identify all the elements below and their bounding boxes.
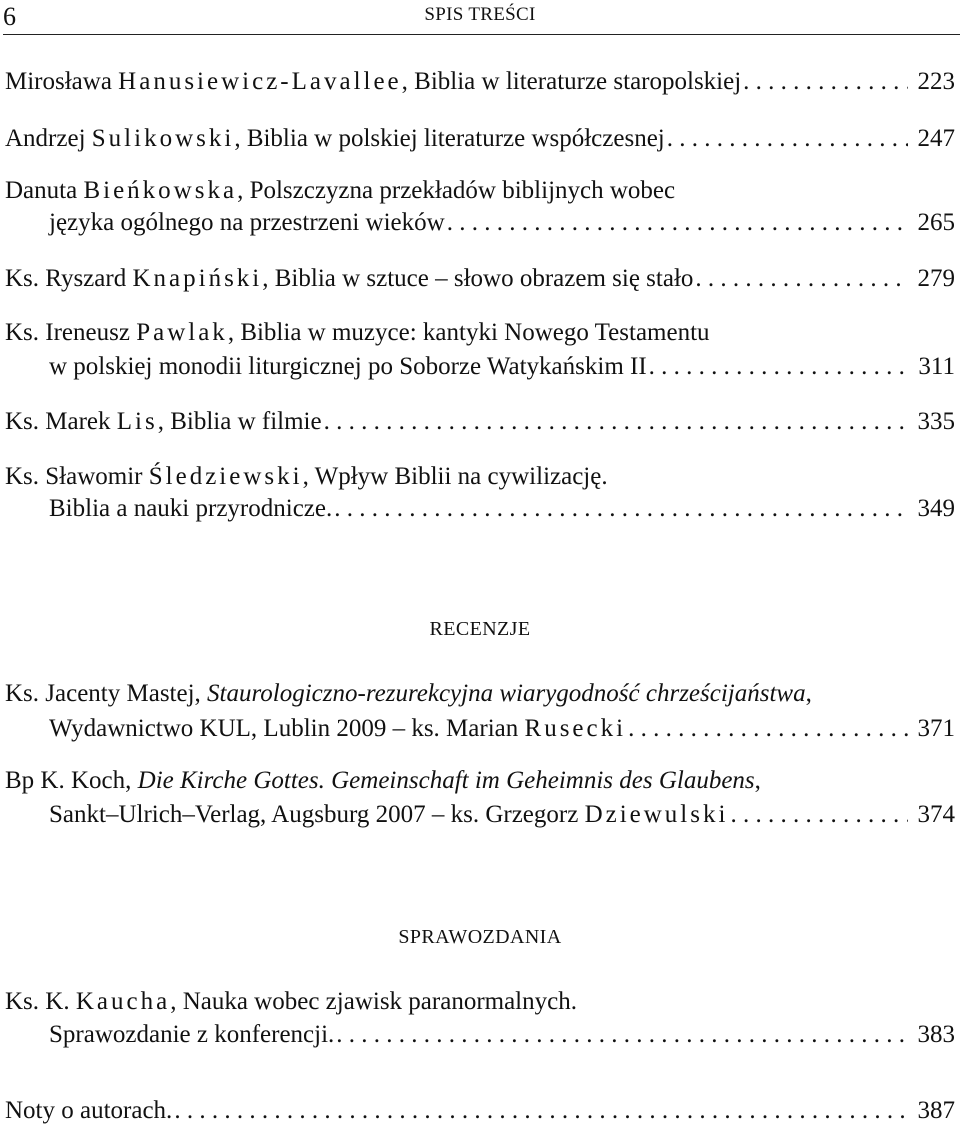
leader-dots (445, 208, 908, 238)
entry-author-surname: Bieńkowska (83, 177, 238, 204)
entry-page: 247 (917, 125, 955, 152)
entry-author-surname: Śledziewski (148, 463, 303, 490)
review-author: Bp K. Koch, (5, 767, 138, 794)
toc-entry-line1[interactable] (5, 176, 955, 206)
leader-dots (647, 352, 909, 382)
review-entry-line1[interactable] (5, 679, 955, 709)
entry-title-continued: języka ogólnego na przestrzeni wieków (49, 209, 445, 236)
toc-entry-notes[interactable] (5, 1096, 955, 1126)
entry-title: , Biblia w polskiej literaturze współczesnej (234, 125, 665, 152)
toc-entry-line2[interactable] (49, 494, 955, 524)
toc-entry[interactable] (5, 407, 955, 437)
toc-entry[interactable] (5, 264, 955, 294)
entry-title: , Wpływ Biblii na cywilizację. (302, 463, 608, 490)
leader-dots (693, 264, 907, 294)
entry-title: , Biblia w sztuce – słowo obrazem się stało (262, 265, 694, 292)
leader-dots (626, 714, 907, 744)
entry-page: 349 (917, 495, 955, 522)
review-book-title: Die Kirche Gottes. Gemeinschaft im Geheimnis des Glaubens (137, 767, 755, 794)
entry-author-first: Ks. Sławomir (5, 463, 149, 490)
toc-entry-line2[interactable] (49, 208, 955, 238)
toc-entry-line1[interactable] (5, 462, 955, 492)
entry-author-first: Andrzej (5, 125, 92, 152)
page-number: 6 (3, 2, 16, 31)
header-rule (3, 34, 960, 35)
entry-page: 374 (917, 801, 955, 828)
reviewer-surname: Dziewulski (584, 801, 729, 828)
entry-page: 279 (917, 265, 955, 292)
running-head: SPIS TREŚCI (424, 4, 536, 25)
leader-dots (332, 494, 907, 524)
review-entry-line2[interactable] (49, 714, 955, 744)
entry-title: , Polszczyzna przekładów biblijnych wobec (237, 177, 676, 204)
toc-entry[interactable] (5, 124, 955, 154)
review-book-title: Staurologiczno-rezurekcyjna wiarygodność chrześcijaństwa (207, 680, 806, 707)
entry-title: , Nauka wobec zjawisk paranormalnych. (170, 988, 577, 1015)
entry-author-first: Ks. Ireneusz (5, 319, 137, 346)
entry-author-first: Ks. Marek (5, 408, 117, 435)
toc-entry-line1[interactable] (5, 318, 955, 348)
entry-author-first: Mirosława (5, 68, 119, 95)
entry-page: 383 (917, 1021, 955, 1048)
entry-page: 371 (917, 715, 955, 742)
entry-page: 387 (917, 1097, 955, 1124)
entry-title-continued: Sprawozdanie z konferencji. (49, 1021, 335, 1048)
entry-author-surname: Lis (116, 408, 158, 435)
toc-entry[interactable] (5, 67, 955, 97)
leader-dots (741, 67, 907, 97)
entry-title: , Biblia w muzyce: kantyki Nowego Testamentu (227, 319, 710, 346)
entry-author-surname: Kaucha (75, 988, 171, 1015)
leader-dots (322, 407, 908, 437)
review-publisher: Wydawnictwo KUL, Lublin 2009 – ks. Marian (49, 715, 525, 742)
leader-dots (665, 124, 908, 154)
report-entry-line1[interactable] (5, 987, 955, 1017)
report-entry-line2[interactable] (49, 1020, 955, 1050)
entry-title: , Biblia w filmie (157, 408, 322, 435)
entry-author-surname: Pawlak (136, 319, 228, 346)
leader-dots (172, 1096, 907, 1126)
entry-title-continued: w polskiej monodii liturgicznej po Soborze Watykańskim II (49, 353, 647, 380)
entry-author-surname: Knapiński (132, 265, 263, 292)
page-header (0, 0, 960, 40)
section-title-reviews: RECENZJE (429, 618, 531, 640)
entry-page: 265 (917, 209, 955, 236)
toc-entry-line2[interactable] (49, 352, 955, 382)
reviewer-surname: Rusecki (524, 715, 627, 742)
review-entry-line1[interactable] (5, 766, 955, 796)
entry-author-first: Danuta (5, 177, 84, 204)
notes-label: Noty o autorach. (5, 1097, 173, 1124)
entry-author-first: Ks. K. (5, 988, 76, 1015)
entry-author-first: Ks. Ryszard (5, 265, 133, 292)
punctuation: , (754, 767, 761, 794)
section-title-reports: SPRAWOZDANIA (398, 926, 562, 948)
entry-title: , Biblia w literaturze staropolskiej (401, 68, 742, 95)
entry-author-surname: Hanusiewicz-Lavallee (118, 68, 402, 95)
entry-author-surname: Sulikowski (91, 125, 235, 152)
entry-page: 335 (917, 408, 955, 435)
entry-title-continued: Biblia a nauki przyrodnicze. (49, 495, 333, 522)
review-publisher: Sankt–Ulrich–Verlag, Augsburg 2007 – ks. Grzegorz (49, 801, 585, 828)
entry-page: 311 (918, 353, 955, 380)
leader-dots (334, 1020, 907, 1050)
entry-page: 223 (917, 68, 955, 95)
review-entry-line2[interactable] (49, 800, 955, 830)
punctuation: , (805, 680, 812, 707)
review-author: Ks. Jacenty Mastej, (5, 680, 208, 707)
leader-dots (728, 800, 907, 830)
